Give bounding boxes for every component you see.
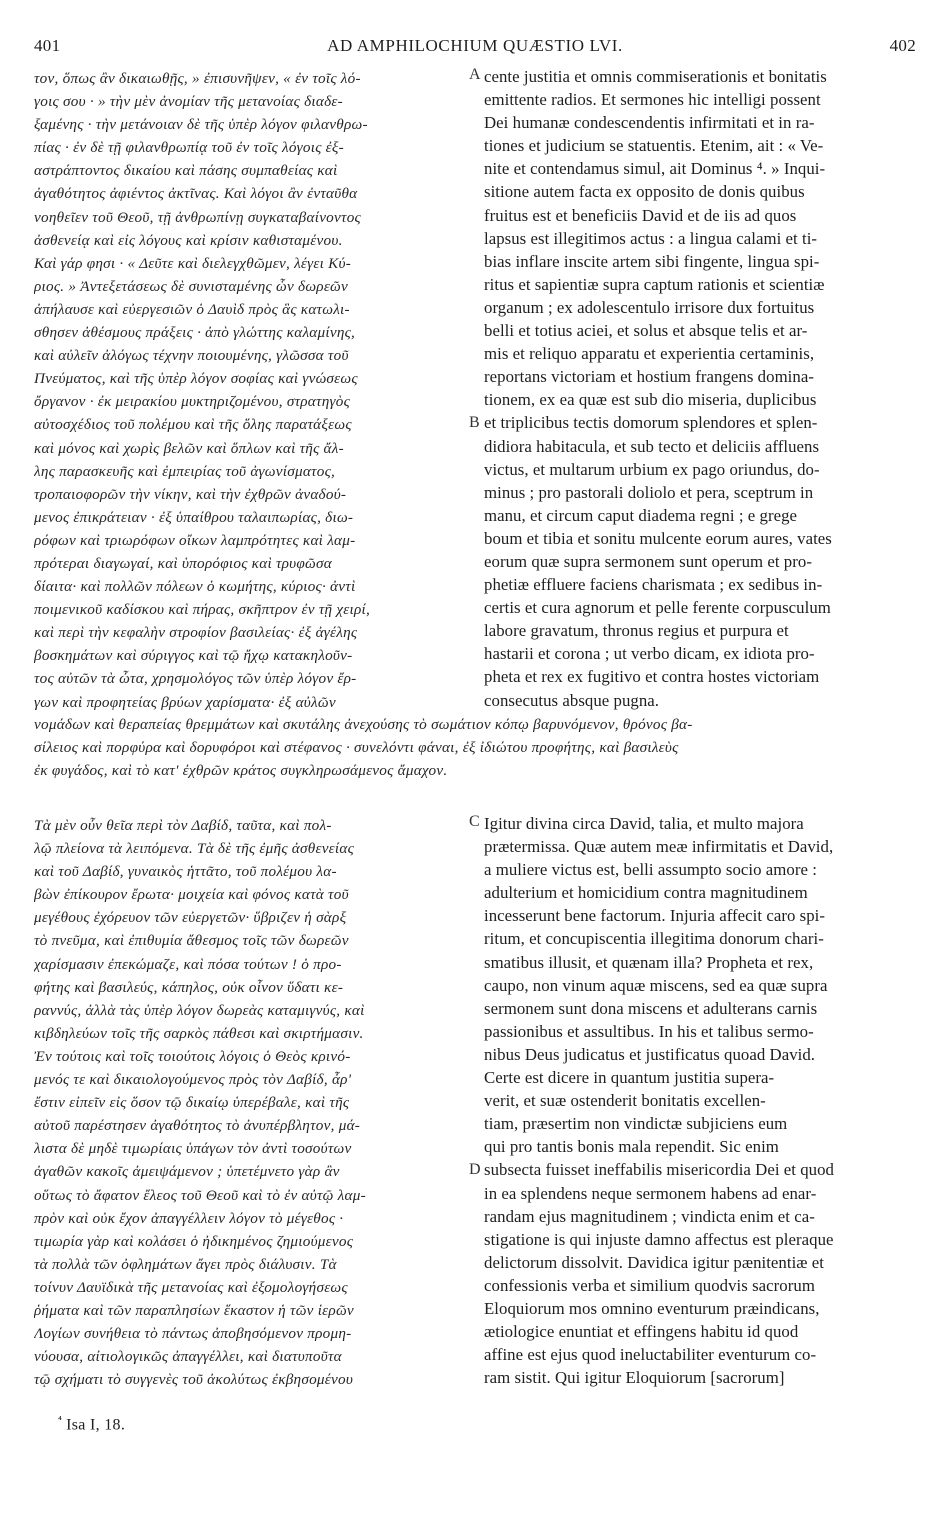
text-line: γων καὶ προφητείας βρύων χαρίσματα· ἐξ αὐλῶν <box>34 693 336 711</box>
text-line: χαρίσμασιν ἐπεκώμαζε, καὶ πόσα τούτων ! ὁ προ- <box>34 955 342 973</box>
greek-column-bottom <box>34 814 466 1396</box>
text-line: prætermissa. Quæ autem meæ infirmitatis et David, <box>484 837 834 857</box>
text-line: καὶ περὶ τὴν κεφαλὴν στροφίον βασιλείας· ἐξ ἀγέλης <box>34 624 358 642</box>
running-header <box>34 36 916 60</box>
text-line: smatibus illusit, et quænam illa? Propheta et rex, <box>484 952 814 972</box>
text-line: tiones et judicium se statuentis. Etenim, ait : « Ve- <box>484 136 824 156</box>
text-line: μενός τε καὶ δικαιολογούμενος πρὸς τὸν Δαβίδ, ἆρ' <box>34 1071 352 1089</box>
text-line: labore gravatum, thronus regius et purpura et <box>484 621 789 641</box>
text-line: νοηθεῖεν τοῦ Θεοῦ, τῇ ἀνθρωπίνῃ συγκαταβαίνοντος <box>34 208 361 226</box>
right-page-number: 402 <box>889 36 916 55</box>
text-line: caupo, non vinum aquæ miscens, sed ea quæ supra <box>484 975 828 995</box>
text-line: ρόφων καὶ τριωρόφων οἴκων λαμπρότητες καὶ λαμ- <box>34 531 356 549</box>
text-line: ætiologice enuntiat et effingens habitu id quod <box>484 1322 799 1342</box>
text-line: καὶ αὐλεῖν ἀλόγως τέχνην ποιουμένης, γλῶσσα τοῦ <box>34 347 349 365</box>
text-line: ritus et sapientiæ supra captum rationis et scientiæ <box>484 274 825 294</box>
text-line: αὐτοσχέδιος τοῦ πολέμου καὶ τῆς ὅλης παρατάξεως <box>34 416 352 434</box>
text-line: Πνεύματος, καὶ τῆς ὑπὲρ λόγον σοφίας καὶ γνώσεως <box>34 370 358 388</box>
text-line: πρότεραι διαγωγαί, καὶ ὑπορόφιος καὶ τρυφῶσα <box>34 554 332 572</box>
text-line: nite et contendamus simul, ait Dominus ⁴. » Inqui- <box>484 159 826 179</box>
footnote <box>58 1414 125 1434</box>
latin-column-top <box>484 65 920 715</box>
text-line: hastarii et corona ; ut verbo dicam, ex idiota pro- <box>484 644 815 664</box>
text-line: mis et reliquo apparatu et experientia certaminis, <box>484 344 815 364</box>
text-line: bias inflare inscite artem sibi fingente, lingua spi- <box>484 251 820 271</box>
text-line: νύουσα, αἰτιολογικῶς ἀπαγγέλλει, καὶ διατυποῦτα <box>34 1348 342 1366</box>
text-line: αὐτοῦ παρέστησεν ἀγαθότητος τὸ ἀνυπέρβλητον, μά- <box>34 1117 361 1135</box>
text-line: pheta et rex ex fugitivo et contra hostes victoriam <box>484 667 820 687</box>
greek-column-top <box>34 67 466 717</box>
text-line: adulterium et homicidium contra magnitudinem <box>484 883 808 903</box>
text-line: minus ; pro pastorali doliolo et pera, sceptrum in <box>484 482 814 502</box>
text-line: πίας · ἐν δὲ τῇ φιλανθρωπίᾳ τοῦ ἐν τοῖς λόγοις ἐξ- <box>34 139 344 157</box>
text-line: affine est ejus quod ineluctabiliter eventurum co- <box>484 1345 817 1365</box>
latin-column-bottom <box>484 812 920 1394</box>
text-line: ριος. » Ἀντεξετάσεως δὲ συνισταμένης ὧν δωρεῶν <box>34 277 349 295</box>
text-line: phetiæ effluere faciens charismata ; ex sedibus in- <box>484 575 823 595</box>
text-line: in ea splendens neque sermonem habens ad enar- <box>484 1183 817 1203</box>
text-line: σίλειος καὶ πορφύρα καὶ δορυφόροι καὶ στέφανος · συνελόντι φάναι, ἐξ ἰδιώτου προφήτης, καὶ βασιλεὺς <box>34 739 679 756</box>
text-line: ἀγαθότητος ἀφιέντος ἀκτῖνας. Καὶ λόγοι ἂν ἐνταῦθα <box>34 185 358 203</box>
text-line: τος αὐτῶν τὰ ὦτα, χρησμολόγος τῶν ὑπὲρ λόγον ἔρ- <box>34 670 357 688</box>
text-line: ἔστιν εἰπεῖν εἰς ὅσον τῷ δικαίῳ ὑπερέβαλε, καὶ τῆς <box>34 1094 350 1112</box>
footnote-text: Isa I, 18. <box>66 1416 126 1434</box>
text-line: ἀπήλαυσε καὶ εὐεργεσιῶν ὁ Δαυὶδ πρὸς ἃς κατωλι- <box>34 300 350 318</box>
text-line: μενος ἐπικράτειαν · ἐξ ὑπαίθρου ταλαιπωρίας, διω- <box>34 508 354 526</box>
text-line: σθησεν ἀθέσμους πράξεις · ἀπὸ γλώττης καλαμίνης, <box>34 324 356 342</box>
text-line: lapsus est illegitimos actus : a lingua calami et ti- <box>484 228 818 248</box>
text-line: ἀσθενείᾳ καὶ εἰς λόγους καὶ κρίσιν καθισταμένου. <box>34 231 343 249</box>
text-line: λῷ πλείονα τὰ λειπόμενα. Τὰ δὲ τῆς ἐμῆς ἀσθενείας <box>34 840 355 858</box>
text-line: ποιμενικοῦ καδίσκου καὶ πήρας, σκῆπτρον ἐν τῇ χειρί, <box>34 601 371 619</box>
text-line: organum ; ex adolescentulo irrisore dux fortuitus <box>484 297 815 317</box>
text-line: delictorum dissolvit. Davidica igitur pænitentiæ et <box>484 1252 824 1272</box>
text-line: ὄργανον · ἐκ μειρακίου μυκτηριζομένου, στρατηγὸς <box>34 393 350 411</box>
text-line: βοσκημάτων καὶ σύριγγος καὶ τῷ ἤχῳ κατακηλοῦν- <box>34 647 353 665</box>
text-line: λης παρασκευῆς καὶ ἐμπειρίας τοῦ ἀγωνίσματος, <box>34 462 336 480</box>
text-line: Igitur divina circa David, talia, et multo majora <box>484 814 804 833</box>
text-line: fruitus est et beneficiis David et de iis ad quos <box>484 205 797 225</box>
text-line: Certe est dicere in quantum justitia supera- <box>484 1068 775 1088</box>
text-line: Ἐν τούτοις καὶ τοῖς τοιούτοις λόγοις ὁ Θεὸς κρινό- <box>34 1047 351 1065</box>
text-line: verit, et suæ ostenderit bonitatis excellen- <box>484 1091 766 1111</box>
margin-marker-a: A <box>469 66 481 83</box>
text-line: confessionis verba et similium quodvis sacrorum <box>484 1275 815 1295</box>
text-line: eorum quæ supra sermonem sunt operum et pro- <box>484 551 812 571</box>
text-line: consecutus absque pugna. <box>484 690 660 710</box>
text-line: τὸ πνεῦμα, καὶ ἐπιθυμία ἄθεσμος τοῖς τῶν δωρεῶν <box>34 932 349 950</box>
text-line: a muliere victus est, belli assumpto socio amore : <box>484 860 817 880</box>
text-line: Λογίων συνήθεια τὸ πάντως ἀποβησόμενον προμη- <box>34 1325 352 1343</box>
text-line: sitione autem facta ex opposito de donis quibus <box>484 182 805 202</box>
text-line: belli et totius aciei, et solus et absque telis et ar- <box>484 321 808 341</box>
text-line: τοίνυν Δαυϊδικὰ τῆς μετανοίας καὶ ἐξομολογήσεως <box>34 1278 348 1296</box>
text-line: qui pro tantis bonis mala rependit. Sic enim <box>484 1137 779 1157</box>
text-line: ἐκ φυγάδος, καὶ τὸ κατ' ἐχθρῶν κράτος συγκληρωσάμενος ἄμαχον. <box>34 762 448 779</box>
text-line: Dei humanæ condescendentis infirmitati et in ra- <box>484 113 815 133</box>
text-line: boum et tibia et sonitu mulcente eorum aures, vates <box>484 528 832 548</box>
text-line: ξαμένης · τὴν μετάνοιαν δὲ τῆς ὑπὲρ λόγον φιλανθρω- <box>34 116 368 134</box>
text-line: Καὶ γάρ φησι · « Δεῦτε καὶ διελεγχθῶμεν, λέγει Κύ- <box>34 254 352 272</box>
text-line: subsecta fuisset ineffabilis misericordia Dei et quod <box>484 1160 834 1180</box>
text-line: stigatione is qui injuste damno affectus est pleraque <box>484 1229 834 1249</box>
text-line: passionibus et assultibus. In his et talibus sermo- <box>484 1021 814 1041</box>
text-line: νομάδων καὶ θεραπείας θρεμμάτων καὶ σκυτάλης ἀνεχούσης τὸ σωμάτιον κόπῳ βαρυνόμενον, θρόνος βα- <box>34 716 693 733</box>
footnote-number: ⁴ <box>58 1414 63 1426</box>
text-line: αστράπτοντος δικαίου καὶ πάσης συμπαθείας καὶ <box>34 162 338 180</box>
text-line: δίαιτα· καὶ πολλῶν πόλεων ὁ κωμήτης, κύριος· ἀντὶ <box>34 578 356 596</box>
text-line: τροπαιοφορῶν τὴν νίκην, καὶ τὴν ἐχθρῶν ἀναδού- <box>34 485 347 503</box>
text-line: cente justitia et omnis commiserationis et bonitatis <box>484 67 827 86</box>
greek-full-width-text <box>34 713 919 785</box>
text-line: κιβδηλεύων τοῖς τῆς σαρκὸς πάθεσι καὶ σκιρτήμασιν. <box>34 1024 364 1042</box>
text-line: certis et cura agnorum et pelle ferente corpusculum <box>484 598 831 618</box>
text-line: γοις σου · » τὴν μὲν ἀνομίαν τῆς μετανοίας διαδε- <box>34 93 343 111</box>
text-line: tionem, ex ea quæ est sub dio miseria, duplicibus <box>484 390 817 410</box>
text-line: τιμωρία γὰρ καὶ κολάσει ὁ ἠδικημένος ζημιούμενος <box>34 1232 354 1250</box>
text-line: λιστα δὲ μηδὲ τιμωρίαις ὑπάγων τὸν ἀντὶ τοσούτων <box>34 1140 352 1158</box>
text-line: τον, ὅπως ἂν δικαιωθῇς, » ἐπισυνῆψεν, « ἐν τοῖς λό- <box>34 70 361 87</box>
text-line: et triplicibus tectis domorum splendores et splen- <box>484 413 818 433</box>
text-line: μεγέθους ἐχόρευον τῶν εὐεργετῶν· ὕβριζεν ἡ σὰρξ <box>34 909 347 927</box>
text-line: τῷ σχήματι τὸ συγγενὲς τοῦ ἀκολύτως ἐκβησομένου <box>34 1371 354 1389</box>
text-line: victus, et multarum urbium ex pago oriundus, do- <box>484 459 820 479</box>
text-line: φήτης καὶ βασιλεύς, κάπηλος, οὐκ οἶνον ὕδατι κε- <box>34 978 344 996</box>
text-line: sermonem sunt dona miscens et adulterans carnis <box>484 998 818 1018</box>
margin-marker-d: D <box>469 1161 481 1178</box>
text-line: οὕτως τὸ ἄφατον ἔλεος τοῦ Θεοῦ καὶ τὸ ἐν αὐτῷ λαμ- <box>34 1186 366 1204</box>
text-line: τὰ πολλὰ τῶν ὀφλημάτων ἄγει πρὸς διάλυσιν. Τὰ <box>34 1255 337 1273</box>
text-line: randam ejus magnitudinem ; vindicta enim et ca- <box>484 1206 815 1226</box>
text-line: ραννύς, ἀλλὰ τὰς ὑπὲρ λόγον δωρεὰς καταμιγνύς, καὶ <box>34 1001 365 1019</box>
text-line: nibus Deus judicatus et justificatus quoad David. <box>484 1044 816 1064</box>
text-line: ram sistit. Qui igitur Eloquiorum [sacrorum] <box>484 1368 785 1388</box>
text-line: καὶ μόνος καὶ χωρὶς βελῶν καὶ ὅπλων καὶ τῆς ἄλ- <box>34 439 344 457</box>
margin-marker-c: C <box>469 813 480 830</box>
text-line: Τὰ μὲν οὖν θεῖα περὶ τὸν Δαβίδ, ταῦτα, καὶ πολ- <box>34 817 332 834</box>
text-line: βὼν ἐπίκουρον ἔρωτα· μοιχεία καὶ φόνος κατὰ τοῦ <box>34 886 349 904</box>
text-line: Eloquiorum mos omnino eventurum præindicans, <box>484 1298 820 1318</box>
text-line: manu, et circum caput diadema regni ; e grege <box>484 505 798 525</box>
text-line: tiam, præsertim non vindictæ subjiciens eum <box>484 1114 788 1134</box>
text-line: reportans victoriam et hostium frangens domina- <box>484 367 814 387</box>
text-line: emittente radios. Et sermones hic intelligi possent <box>484 90 821 110</box>
text-line: didiora habitacula, et sub tecto et deliciis affluens <box>484 436 820 456</box>
text-line: ritum, et concupiscentia illegitima donorum chari- <box>484 929 824 949</box>
left-page-number: 401 <box>34 36 61 55</box>
text-line: καὶ τοῦ Δαβίδ, γυναικὸς ἡττᾶτο, τοῦ πολέμου λα- <box>34 863 337 881</box>
text-line: ἀγαθῶν κακοῖς ἀμειψάμενον ; ὑπετέμνετο γὰρ ἂν <box>34 1163 340 1181</box>
running-title: AD AMPHILOCHIUM QUÆSTIO LVI. <box>327 36 623 55</box>
text-line: πρὸν καὶ οὐκ ἔχον ἀπαγγέλλειν λόγον τὸ μέγεθος · <box>34 1209 344 1227</box>
margin-marker-b: B <box>469 414 480 431</box>
text-line: incesserunt bene factorum. Injuria affecit caro spi- <box>484 906 826 926</box>
text-line: ῥήματα καὶ τῶν παραπλησίων ἕκαστον ἡ τῶν ἱερῶν <box>34 1301 354 1319</box>
